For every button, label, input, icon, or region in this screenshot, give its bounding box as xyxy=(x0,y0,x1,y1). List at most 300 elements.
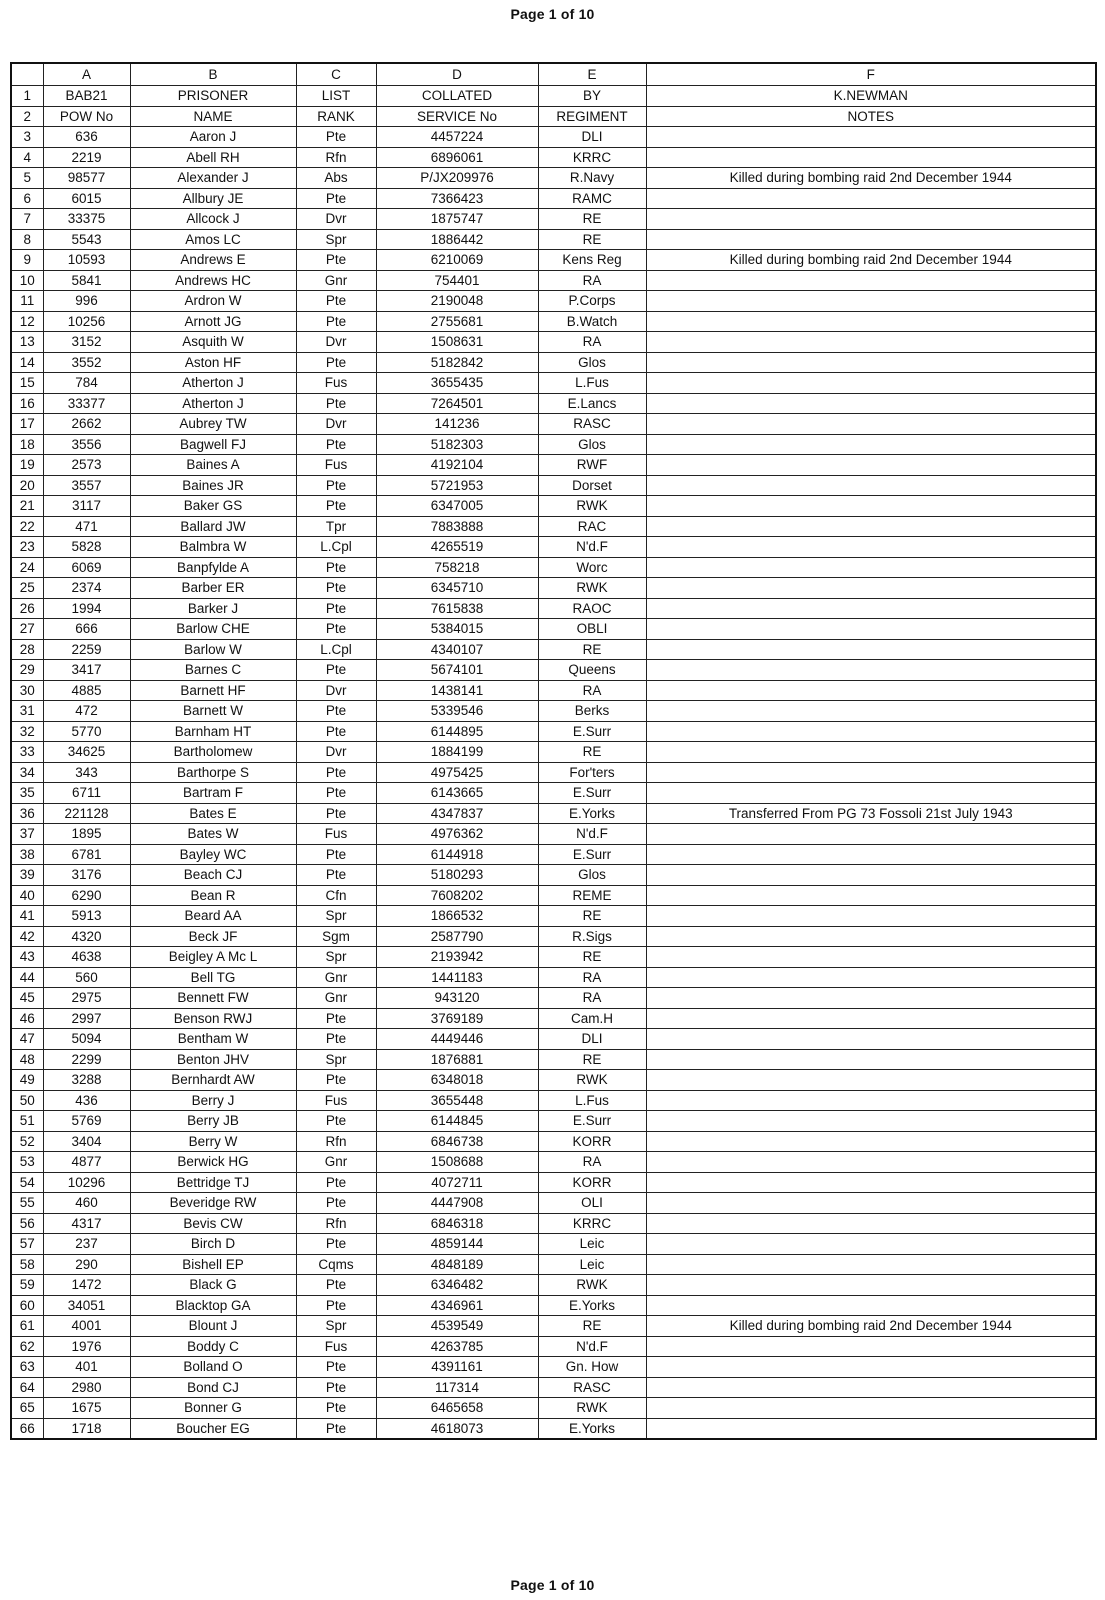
pow-number-cell: 1675 xyxy=(43,1398,130,1419)
prisoner-name-cell: Atherton J xyxy=(130,373,296,394)
service-number-cell: 117314 xyxy=(376,1377,538,1398)
notes-cell xyxy=(646,1418,1096,1439)
table-row xyxy=(11,762,1096,783)
row-number-cell: 20 xyxy=(11,475,43,496)
pow-number-cell: 2662 xyxy=(43,414,130,435)
prisoner-name-cell: Beck JF xyxy=(130,926,296,947)
row-number-cell: 35 xyxy=(11,783,43,804)
rank-cell: Pte xyxy=(296,762,376,783)
prisoner-name-cell: PRISONER xyxy=(130,86,296,107)
table-row xyxy=(11,742,1096,763)
rank-cell: Pte xyxy=(296,598,376,619)
notes-cell: Killed during bombing raid 2nd December 1944 xyxy=(646,168,1096,189)
rank-cell: Spr xyxy=(296,947,376,968)
row-number-cell: 11 xyxy=(11,291,43,312)
pow-number-cell: 343 xyxy=(43,762,130,783)
regiment-cell: Queens xyxy=(538,660,646,681)
rank-cell: Dvr xyxy=(296,680,376,701)
page-number-bottom: Page 1 of 10 xyxy=(510,1577,595,1593)
prisoner-name-cell: Bartholomew xyxy=(130,742,296,763)
regiment-cell: OLI xyxy=(538,1193,646,1214)
rank-cell: Pte xyxy=(296,393,376,414)
notes-cell xyxy=(646,967,1096,988)
regiment-cell: RE xyxy=(538,1316,646,1337)
table-row xyxy=(11,988,1096,1009)
table-row xyxy=(11,1377,1096,1398)
notes-cell: Transferred From PG 73 Fossoli 21st July 1943 xyxy=(646,803,1096,824)
table-row xyxy=(11,414,1096,435)
pow-number-cell: 5770 xyxy=(43,721,130,742)
pow-number-cell: 560 xyxy=(43,967,130,988)
pow-number-cell: 10256 xyxy=(43,311,130,332)
pow-number-cell: BAB21 xyxy=(43,86,130,107)
pow-number-cell: 221128 xyxy=(43,803,130,824)
rank-cell: Spr xyxy=(296,229,376,250)
rank-cell: Pte xyxy=(296,434,376,455)
prisoner-name-cell: Berry JB xyxy=(130,1111,296,1132)
table-row xyxy=(11,906,1096,927)
row-number-cell: 44 xyxy=(11,967,43,988)
service-number-cell: 4976362 xyxy=(376,824,538,845)
regiment-cell: R.Sigs xyxy=(538,926,646,947)
table-row xyxy=(11,578,1096,599)
regiment-cell: Leic xyxy=(538,1234,646,1255)
pow-number-cell: 636 xyxy=(43,127,130,148)
prisoner-name-cell: Blacktop GA xyxy=(130,1295,296,1316)
rank-cell: Fus xyxy=(296,455,376,476)
prisoner-name-cell: NAME xyxy=(130,106,296,127)
row-number-cell: 56 xyxy=(11,1213,43,1234)
pow-number-cell: 34625 xyxy=(43,742,130,763)
pow-number-cell: 237 xyxy=(43,1234,130,1255)
column-letter: B xyxy=(130,63,296,86)
service-number-cell: 6347005 xyxy=(376,496,538,517)
pow-number-cell: 3557 xyxy=(43,475,130,496)
row-number-cell: 3 xyxy=(11,127,43,148)
table-row xyxy=(11,496,1096,517)
row-number-cell: 31 xyxy=(11,701,43,722)
rank-cell: Sgm xyxy=(296,926,376,947)
table-row xyxy=(11,598,1096,619)
row-number-cell: 30 xyxy=(11,680,43,701)
row-number-cell: 52 xyxy=(11,1131,43,1152)
regiment-cell: DLI xyxy=(538,1029,646,1050)
table-row xyxy=(11,660,1096,681)
column-letter: E xyxy=(538,63,646,86)
notes-cell xyxy=(646,1213,1096,1234)
pow-number-cell: 33375 xyxy=(43,209,130,230)
table-row xyxy=(11,1008,1096,1029)
regiment-cell: RE xyxy=(538,639,646,660)
prisoner-name-cell: Bevis CW xyxy=(130,1213,296,1234)
service-number-cell: 6345710 xyxy=(376,578,538,599)
regiment-cell: E.Surr xyxy=(538,1111,646,1132)
prisoner-name-cell: Baines A xyxy=(130,455,296,476)
service-number-cell: 6210069 xyxy=(376,250,538,271)
page-number-top: Page 1 of 10 xyxy=(510,6,595,22)
row-number-cell: 45 xyxy=(11,988,43,1009)
row-number-cell: 40 xyxy=(11,885,43,906)
table-row xyxy=(11,475,1096,496)
prisoner-name-cell: Barlow W xyxy=(130,639,296,660)
service-number-cell: 6144918 xyxy=(376,844,538,865)
table-row xyxy=(11,291,1096,312)
row-number-cell: 1 xyxy=(11,86,43,107)
service-number-cell: 5384015 xyxy=(376,619,538,640)
prisoner-name-cell: Boddy C xyxy=(130,1336,296,1357)
service-number-cell: 1866532 xyxy=(376,906,538,927)
pow-number-cell: 2573 xyxy=(43,455,130,476)
row-number-cell: 13 xyxy=(11,332,43,353)
notes-cell xyxy=(646,1295,1096,1316)
row-number-cell: 46 xyxy=(11,1008,43,1029)
table-row xyxy=(11,209,1096,230)
regiment-cell: RA xyxy=(538,270,646,291)
table-row xyxy=(11,537,1096,558)
notes-cell xyxy=(646,537,1096,558)
pow-number-cell: 5841 xyxy=(43,270,130,291)
table-row xyxy=(11,373,1096,394)
rank-cell: Pte xyxy=(296,250,376,271)
row-number-cell: 50 xyxy=(11,1090,43,1111)
rank-cell: Pte xyxy=(296,1111,376,1132)
table-row xyxy=(11,352,1096,373)
regiment-cell: Gn. How xyxy=(538,1357,646,1378)
notes-cell xyxy=(646,229,1096,250)
table-row xyxy=(11,250,1096,271)
rank-cell: Pte xyxy=(296,1193,376,1214)
service-number-cell: 754401 xyxy=(376,270,538,291)
table-row xyxy=(11,1398,1096,1419)
pow-number-cell: POW No xyxy=(43,106,130,127)
pow-number-cell: 4001 xyxy=(43,1316,130,1337)
service-number-cell: 6846318 xyxy=(376,1213,538,1234)
prisoner-name-cell: Barnham HT xyxy=(130,721,296,742)
prisoner-name-cell: Benton JHV xyxy=(130,1049,296,1070)
prisoner-name-cell: Arnott JG xyxy=(130,311,296,332)
rank-cell: Gnr xyxy=(296,988,376,1009)
prisoner-name-cell: Barnett HF xyxy=(130,680,296,701)
table-row xyxy=(11,127,1096,148)
prisoner-name-cell: Bayley WC xyxy=(130,844,296,865)
service-number-cell: 1508688 xyxy=(376,1152,538,1173)
rank-cell: Pte xyxy=(296,127,376,148)
rank-cell: Pte xyxy=(296,844,376,865)
pow-number-cell: 3176 xyxy=(43,865,130,886)
table-row xyxy=(11,926,1096,947)
notes-cell xyxy=(646,434,1096,455)
notes-cell xyxy=(646,311,1096,332)
pow-number-cell: 6069 xyxy=(43,557,130,578)
notes-cell xyxy=(646,1111,1096,1132)
prisoner-name-cell: Bettridge TJ xyxy=(130,1172,296,1193)
pow-number-cell: 6290 xyxy=(43,885,130,906)
pow-number-cell: 5543 xyxy=(43,229,130,250)
table-row xyxy=(11,332,1096,353)
regiment-cell: RWK xyxy=(538,1275,646,1296)
notes-cell xyxy=(646,1377,1096,1398)
notes-cell xyxy=(646,701,1096,722)
regiment-cell: RWK xyxy=(538,578,646,599)
service-number-cell: 1875747 xyxy=(376,209,538,230)
rank-cell: Pte xyxy=(296,557,376,578)
notes-cell xyxy=(646,1029,1096,1050)
pow-number-cell: 3288 xyxy=(43,1070,130,1091)
regiment-cell: L.Fus xyxy=(538,373,646,394)
rank-cell: Cfn xyxy=(296,885,376,906)
row-number-cell: 28 xyxy=(11,639,43,660)
service-number-cell: 3655435 xyxy=(376,373,538,394)
notes-cell xyxy=(646,1357,1096,1378)
notes-cell xyxy=(646,1131,1096,1152)
notes-cell xyxy=(646,660,1096,681)
service-number-cell: 2755681 xyxy=(376,311,538,332)
table-row xyxy=(11,1070,1096,1091)
column-letters-row xyxy=(11,63,1096,86)
table-row xyxy=(11,824,1096,845)
notes-cell xyxy=(646,291,1096,312)
prisoner-name-cell: Baker GS xyxy=(130,496,296,517)
row-number-cell: 63 xyxy=(11,1357,43,1378)
prisoner-name-cell: Barlow CHE xyxy=(130,619,296,640)
regiment-cell: KORR xyxy=(538,1172,646,1193)
rank-cell: Spr xyxy=(296,1049,376,1070)
service-number-cell: 7366423 xyxy=(376,188,538,209)
pow-number-cell: 4317 xyxy=(43,1213,130,1234)
service-number-cell: 6143665 xyxy=(376,783,538,804)
notes-cell xyxy=(646,947,1096,968)
table-row xyxy=(11,1336,1096,1357)
prisoner-name-cell: Bagwell FJ xyxy=(130,434,296,455)
notes-cell xyxy=(646,1090,1096,1111)
service-number-cell: 5180293 xyxy=(376,865,538,886)
pow-number-cell: 1718 xyxy=(43,1418,130,1439)
regiment-cell: Worc xyxy=(538,557,646,578)
pow-number-cell: 1895 xyxy=(43,824,130,845)
rank-cell: Pte xyxy=(296,311,376,332)
regiment-cell: REGIMENT xyxy=(538,106,646,127)
table-row xyxy=(11,639,1096,660)
prisoner-name-cell: Allbury JE xyxy=(130,188,296,209)
pow-number-cell: 460 xyxy=(43,1193,130,1214)
rank-cell: Pte xyxy=(296,701,376,722)
row-number-cell: 8 xyxy=(11,229,43,250)
rank-cell: Pte xyxy=(296,865,376,886)
notes-cell xyxy=(646,352,1096,373)
prisoner-name-cell: Alexander J xyxy=(130,168,296,189)
service-number-cell: 7615838 xyxy=(376,598,538,619)
rank-cell: Pte xyxy=(296,352,376,373)
regiment-cell: KORR xyxy=(538,1131,646,1152)
row-number-cell: 22 xyxy=(11,516,43,537)
rank-cell: Pte xyxy=(296,721,376,742)
pow-number-cell: 10593 xyxy=(43,250,130,271)
table-row xyxy=(11,1193,1096,1214)
row-number-cell: 21 xyxy=(11,496,43,517)
pow-number-cell: 4320 xyxy=(43,926,130,947)
rank-cell: Fus xyxy=(296,824,376,845)
service-number-cell: SERVICE No xyxy=(376,106,538,127)
rank-cell: Pte xyxy=(296,1295,376,1316)
regiment-cell: RA xyxy=(538,1152,646,1173)
prisoner-name-cell: Ballard JW xyxy=(130,516,296,537)
notes-cell xyxy=(646,598,1096,619)
service-number-cell: 6144895 xyxy=(376,721,538,742)
prisoner-name-cell: Benson RWJ xyxy=(130,1008,296,1029)
service-number-cell: 4539549 xyxy=(376,1316,538,1337)
service-number-cell: 4449446 xyxy=(376,1029,538,1050)
prisoner-name-cell: Blount J xyxy=(130,1316,296,1337)
service-number-cell: 3655448 xyxy=(376,1090,538,1111)
regiment-cell: BY xyxy=(538,86,646,107)
regiment-cell: RAC xyxy=(538,516,646,537)
regiment-cell: E.Surr xyxy=(538,721,646,742)
table-row xyxy=(11,1418,1096,1439)
prisoner-name-cell: Aubrey TW xyxy=(130,414,296,435)
notes-cell: NOTES xyxy=(646,106,1096,127)
pow-number-cell: 4877 xyxy=(43,1152,130,1173)
service-number-cell: P/JX209976 xyxy=(376,168,538,189)
table-row xyxy=(11,557,1096,578)
table-row xyxy=(11,947,1096,968)
pow-number-cell: 1472 xyxy=(43,1275,130,1296)
rank-cell: L.Cpl xyxy=(296,639,376,660)
prisoner-name-cell: Abell RH xyxy=(130,147,296,168)
prisoner-name-cell: Barnes C xyxy=(130,660,296,681)
table-row xyxy=(11,311,1096,332)
pow-number-cell: 6015 xyxy=(43,188,130,209)
regiment-cell: E.Yorks xyxy=(538,803,646,824)
service-number-cell: 4618073 xyxy=(376,1418,538,1439)
rank-cell: Tpr xyxy=(296,516,376,537)
notes-cell xyxy=(646,619,1096,640)
table-row xyxy=(11,1172,1096,1193)
notes-cell xyxy=(646,906,1096,927)
prisoner-name-cell: Andrews HC xyxy=(130,270,296,291)
table-row xyxy=(11,865,1096,886)
pow-number-cell: 6711 xyxy=(43,783,130,804)
pow-number-cell: 1976 xyxy=(43,1336,130,1357)
service-number-cell: 5339546 xyxy=(376,701,538,722)
table-row xyxy=(11,1295,1096,1316)
regiment-cell: RA xyxy=(538,988,646,1009)
regiment-cell: RE xyxy=(538,1049,646,1070)
prisoner-name-cell: Barnett W xyxy=(130,701,296,722)
row-number-cell: 23 xyxy=(11,537,43,558)
prisoner-name-cell: Barker J xyxy=(130,598,296,619)
pow-number-cell: 2299 xyxy=(43,1049,130,1070)
column-letter: D xyxy=(376,63,538,86)
rank-cell: Spr xyxy=(296,1316,376,1337)
table-row xyxy=(11,229,1096,250)
regiment-cell: Glos xyxy=(538,865,646,886)
table-row xyxy=(11,844,1096,865)
notes-cell xyxy=(646,885,1096,906)
rank-cell: RANK xyxy=(296,106,376,127)
notes-cell xyxy=(646,1172,1096,1193)
service-number-cell: 4447908 xyxy=(376,1193,538,1214)
service-number-cell: 4192104 xyxy=(376,455,538,476)
rank-cell: Pte xyxy=(296,496,376,517)
rank-cell: Pte xyxy=(296,1377,376,1398)
notes-cell xyxy=(646,373,1096,394)
row-number-cell: 33 xyxy=(11,742,43,763)
rank-cell: Pte xyxy=(296,619,376,640)
prisoner-name-cell: Aston HF xyxy=(130,352,296,373)
table-row xyxy=(11,1152,1096,1173)
row-number-cell: 15 xyxy=(11,373,43,394)
pow-number-cell: 666 xyxy=(43,619,130,640)
service-number-cell: 1441183 xyxy=(376,967,538,988)
table-row xyxy=(11,1316,1096,1337)
notes-cell xyxy=(646,1336,1096,1357)
rank-cell: Fus xyxy=(296,1336,376,1357)
notes-cell xyxy=(646,1254,1096,1275)
regiment-cell: Berks xyxy=(538,701,646,722)
row-number-cell: 41 xyxy=(11,906,43,927)
pow-number-cell: 1994 xyxy=(43,598,130,619)
rank-cell: Spr xyxy=(296,906,376,927)
service-number-cell: 6348018 xyxy=(376,1070,538,1091)
notes-cell xyxy=(646,1193,1096,1214)
prisoner-name-cell: Bentham W xyxy=(130,1029,296,1050)
regiment-cell: Cam.H xyxy=(538,1008,646,1029)
row-number-cell: 9 xyxy=(11,250,43,271)
rank-cell: Pte xyxy=(296,783,376,804)
pow-number-cell: 6781 xyxy=(43,844,130,865)
row-number-cell: 24 xyxy=(11,557,43,578)
pow-number-cell: 471 xyxy=(43,516,130,537)
service-number-cell: 2193942 xyxy=(376,947,538,968)
service-number-cell: 7264501 xyxy=(376,393,538,414)
notes-cell xyxy=(646,496,1096,517)
regiment-cell: RASC xyxy=(538,1377,646,1398)
row-number-cell: 14 xyxy=(11,352,43,373)
table-row xyxy=(11,516,1096,537)
row-number-cell: 6 xyxy=(11,188,43,209)
row-number-cell: 12 xyxy=(11,311,43,332)
service-number-cell: 943120 xyxy=(376,988,538,1009)
table-row xyxy=(11,1049,1096,1070)
regiment-cell: Dorset xyxy=(538,475,646,496)
corner-cell xyxy=(11,63,43,86)
row-number-cell: 60 xyxy=(11,1295,43,1316)
prisoner-table xyxy=(10,62,1097,1440)
rank-cell: LIST xyxy=(296,86,376,107)
regiment-cell: RWK xyxy=(538,1070,646,1091)
service-number-cell: 6144845 xyxy=(376,1111,538,1132)
notes-cell xyxy=(646,926,1096,947)
row-number-cell: 25 xyxy=(11,578,43,599)
table-row xyxy=(11,434,1096,455)
regiment-cell: L.Fus xyxy=(538,1090,646,1111)
table-row xyxy=(11,455,1096,476)
pow-number-cell: 472 xyxy=(43,701,130,722)
service-number-cell: 4859144 xyxy=(376,1234,538,1255)
row-number-cell: 5 xyxy=(11,168,43,189)
table-row xyxy=(11,1275,1096,1296)
notes-cell xyxy=(646,844,1096,865)
table-row xyxy=(11,1234,1096,1255)
regiment-cell: RE xyxy=(538,229,646,250)
notes-cell xyxy=(646,270,1096,291)
regiment-cell: E.Yorks xyxy=(538,1418,646,1439)
row-number-cell: 61 xyxy=(11,1316,43,1337)
row-number-cell: 7 xyxy=(11,209,43,230)
rank-cell: Pte xyxy=(296,1398,376,1419)
row-number-cell: 26 xyxy=(11,598,43,619)
pow-number-cell: 5769 xyxy=(43,1111,130,1132)
